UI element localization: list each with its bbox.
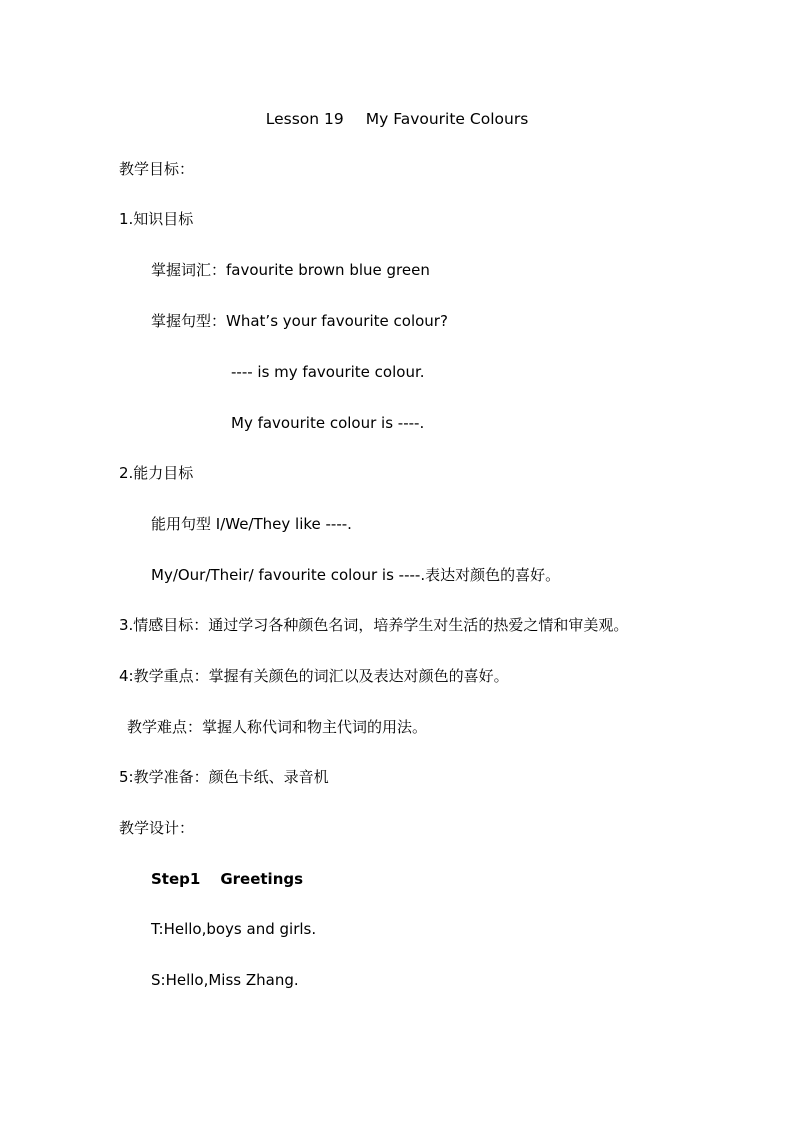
sentence-pattern-2: ---- is my favourite colour.: [231, 363, 425, 381]
lesson-name: My Favourite Colours: [365, 110, 529, 128]
key-points-line: 4:教学重点：掌握有关颜色的词汇以及表达对颜色的喜好。: [119, 667, 509, 685]
dialog-student: S:Hello,Miss Zhang.: [151, 971, 299, 989]
ability-line-1: 能用句型 I/We/They like ----.: [151, 515, 352, 533]
step1-heading: [151, 869, 303, 889]
objectives-heading: 教学目标：: [119, 160, 195, 178]
difficulties-line: 教学难点：掌握人称代词和物主代词的用法。: [127, 718, 428, 736]
preparation-line: 5:教学准备：颜色卡纸、录音机: [119, 768, 329, 786]
sentence-label: 掌握句型：: [151, 312, 227, 330]
dialog-teacher: T:Hello,boys and girls.: [151, 920, 317, 938]
sentence-pattern-1: What’s your favourite colour?: [226, 312, 448, 330]
lesson-number: Lesson 19: [265, 110, 344, 128]
step1-title: Greetings: [220, 870, 304, 888]
page-title: [0, 108, 794, 130]
ability-line-2: My/Our/Their/ favourite colour is ----.表达对颜色的喜好。: [151, 566, 561, 584]
emotion-line: 3.情感目标：通过学习各种颜色名词，培养学生对生活的热爱之情和审美观。: [119, 616, 629, 634]
sentence-pattern-3: My favourite colour is ----.: [231, 414, 425, 432]
ability-heading: 2.能力目标: [119, 464, 194, 482]
knowledge-heading: 1.知识目标: [119, 210, 194, 228]
design-heading: 教学设计：: [119, 819, 195, 837]
step1-label: Step1: [151, 870, 201, 888]
sentence-pattern-line: [151, 311, 448, 331]
vocab-line: 掌握词汇：favourite brown blue green: [151, 261, 430, 279]
